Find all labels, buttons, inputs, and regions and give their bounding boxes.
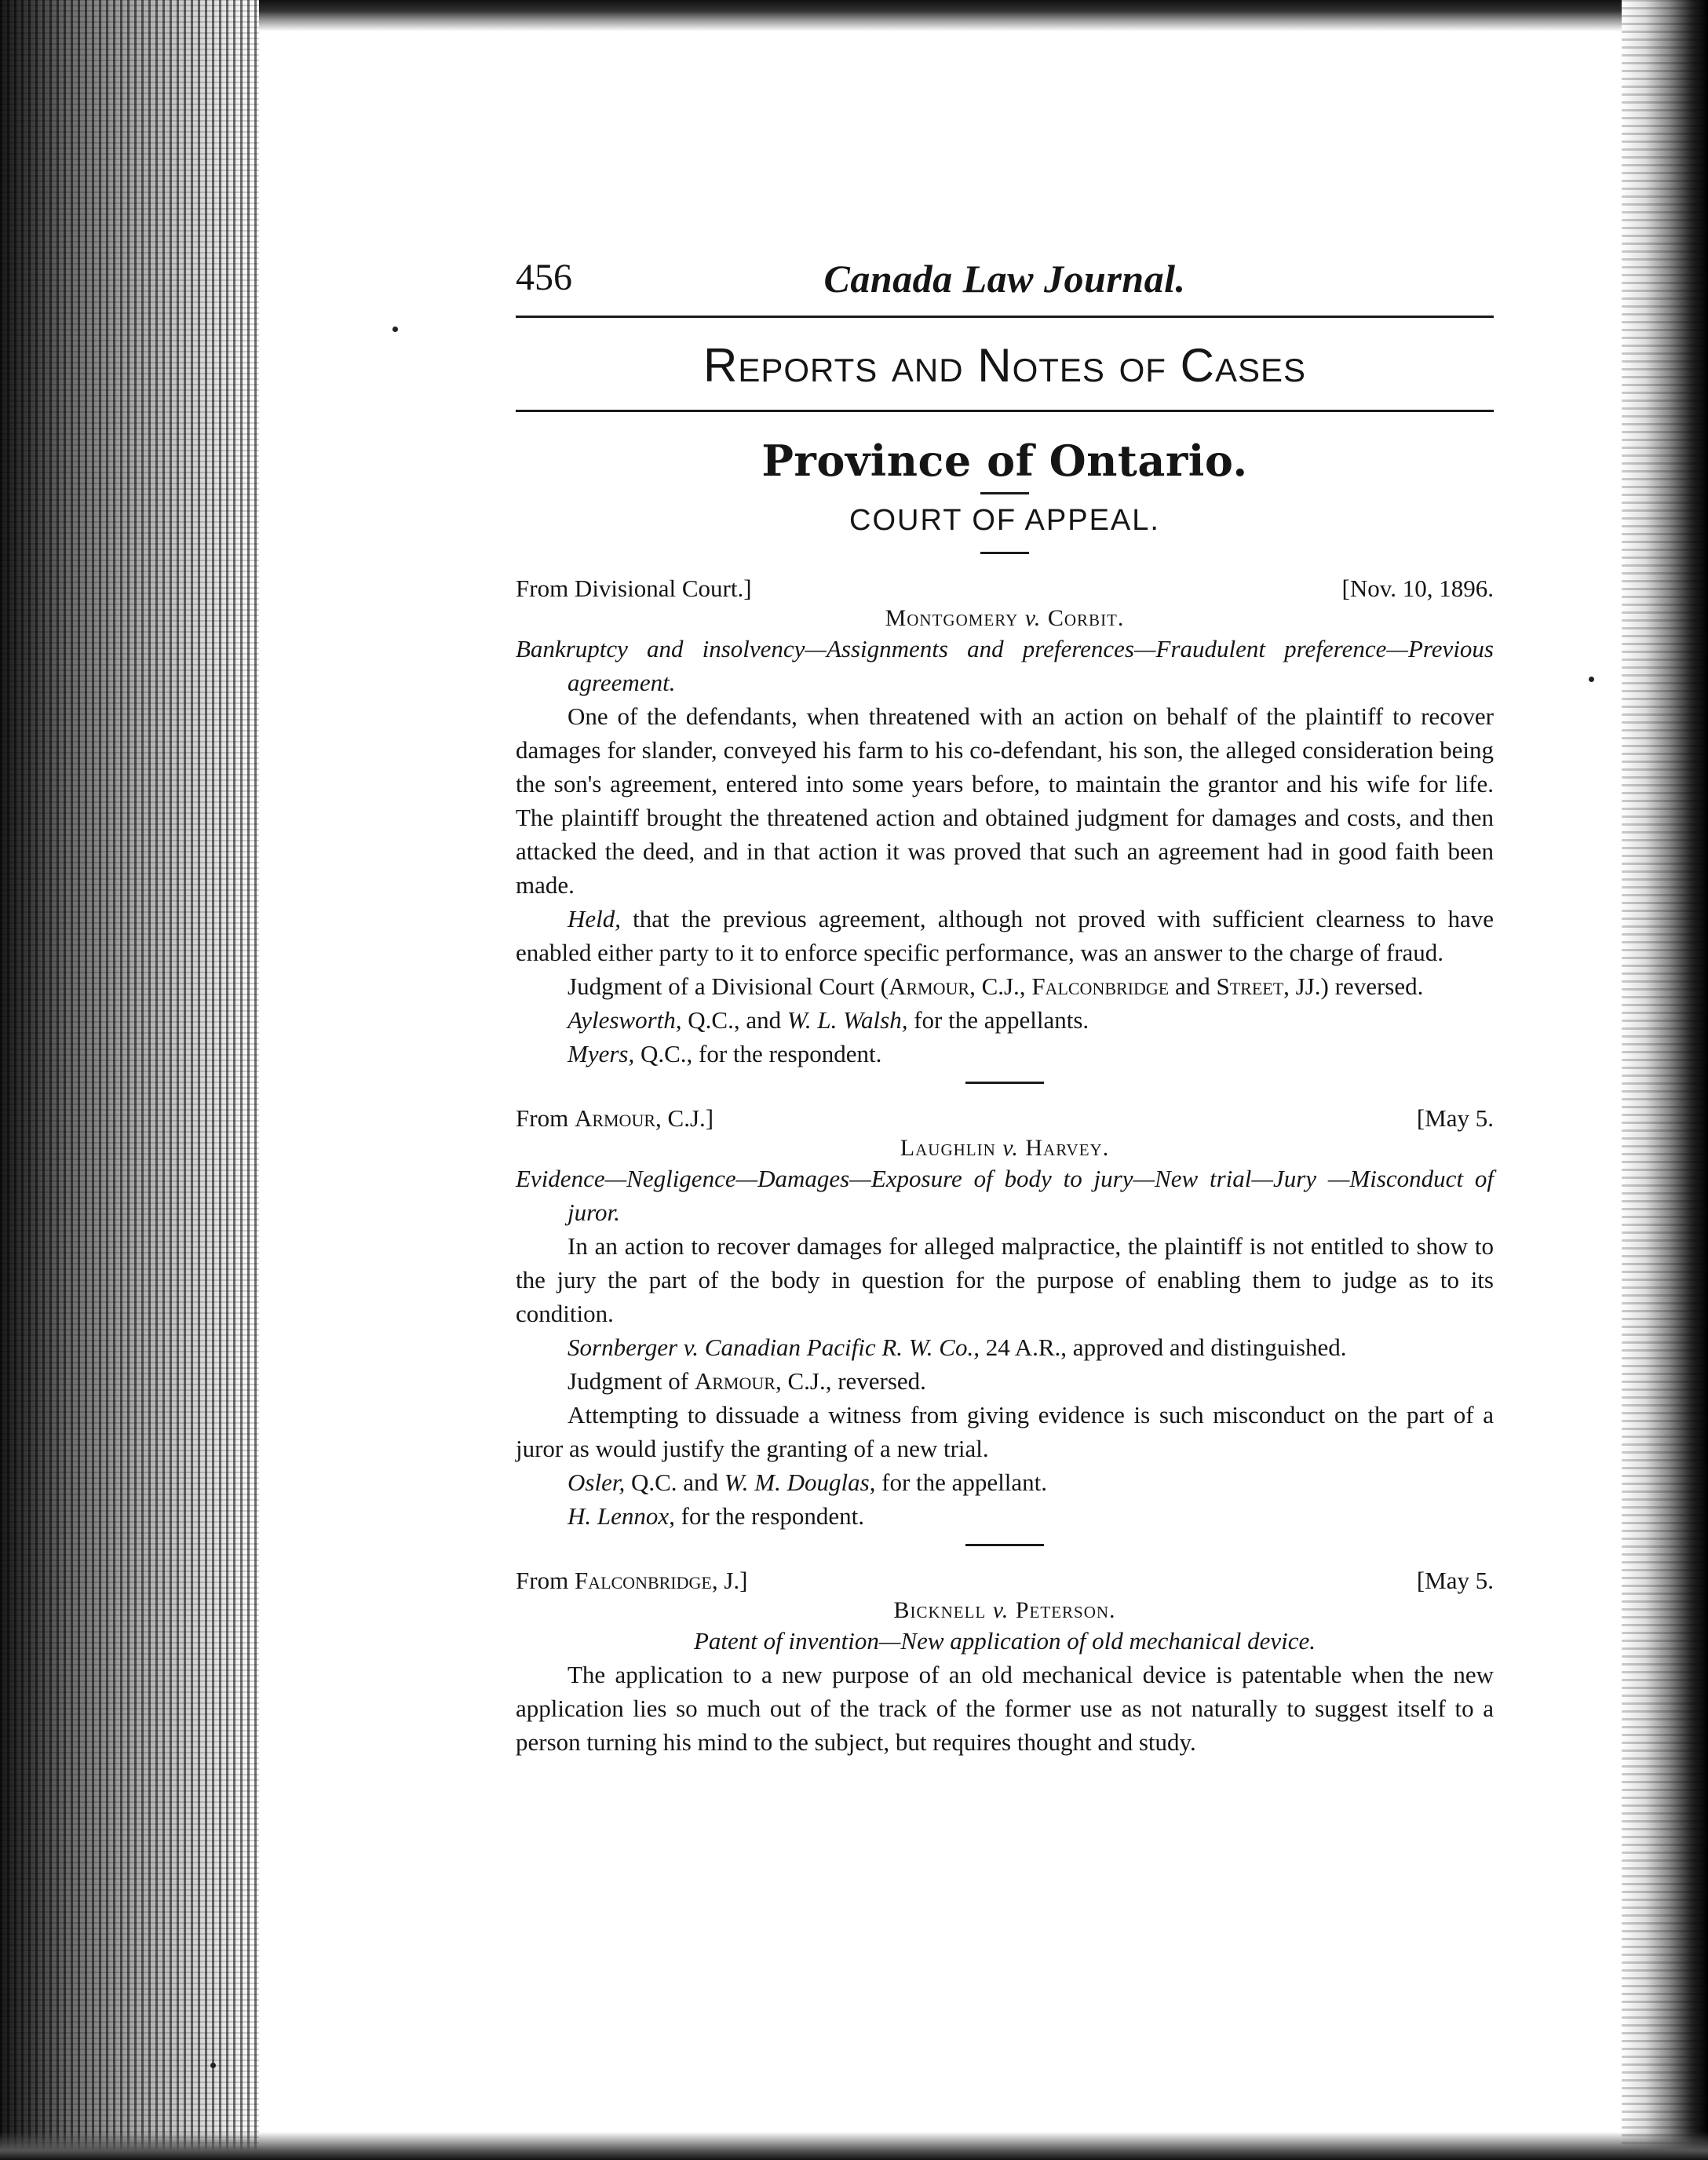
- case-bicknell-v-peterson: [516, 1563, 1494, 1759]
- scan-right-edge: [1622, 0, 1708, 2160]
- scan-top-edge: [259, 0, 1708, 31]
- judgment-text: , C.J.,: [969, 972, 1032, 1000]
- case-misconduct: Attempting to dissuade a witness from giving evidence is such misconduct on the part of a juror as would justify the granting of a new trial.: [516, 1401, 1494, 1462]
- case-date: [Nov. 10, 1896.: [1341, 575, 1494, 602]
- judge-name: Falconbridge: [1031, 972, 1170, 1000]
- case-title: [516, 1597, 1494, 1624]
- party-b: Corbit.: [1047, 605, 1125, 631]
- case-from: [516, 1563, 747, 1597]
- scan-speck: [1589, 677, 1594, 682]
- party-b: Harvey.: [1025, 1135, 1110, 1161]
- scan-speck: [210, 2063, 216, 2068]
- case-header: [516, 1563, 1494, 1597]
- counsel-name: H. Lennox,: [568, 1502, 675, 1530]
- party-a: Laughlin: [900, 1135, 996, 1161]
- case-facts: The application to a new purpose of an old mechanical device is patentable when the new application lies so much out of the track of the former use as not naturally to suggest itself to a person turning his mind to the subject, but requires thought and study.: [516, 1661, 1494, 1756]
- case-divider: [965, 1082, 1044, 1084]
- counsel-respondent: [516, 1037, 1494, 1071]
- counsel-respondent: [516, 1499, 1494, 1533]
- case-header: [516, 571, 1494, 605]
- court-heading: COURT OF APPEAL.: [849, 504, 1160, 537]
- case-from: [516, 1101, 713, 1135]
- party-b: Peterson.: [1015, 1597, 1116, 1623]
- scan-speck: [392, 327, 398, 332]
- counsel-name: Osler,: [568, 1469, 626, 1496]
- case-montgomery-v-corbit: [516, 571, 1494, 1084]
- versus: v.: [992, 1597, 1009, 1623]
- counsel-appellant: [516, 1465, 1494, 1499]
- case-from: From Divisional Court.]: [516, 575, 752, 602]
- counsel-name: Aylesworth,: [568, 1006, 682, 1034]
- counsel-text: Q.C., for the respondent.: [634, 1040, 882, 1067]
- case-facts: One of the defendants, when threatened with an action on behalf of the plaintiff to recover damages for slander, conveyed his farm to his co-defendant, his son, the alleged consideration being the son's agreement, entered into some years before, to maintain the grantor and his wife for life. The plaintiff brought the threatened action and obtained judgment for damages and costs, and then attacked the deed, and in that action it was proved that such an agreement had in good faith been made.: [516, 702, 1494, 899]
- case-judgment: [516, 1364, 1494, 1398]
- province-heading: Province of Ontario.: [761, 436, 1248, 486]
- scan-binding-shadow: [0, 0, 259, 2160]
- versus: v.: [1002, 1135, 1019, 1161]
- judge-name: Falconbridge: [574, 1567, 712, 1594]
- party-a: Bicknell: [893, 1597, 987, 1623]
- judgment-text: Judgment of a Divisional Court (: [568, 972, 889, 1000]
- case-divider: [965, 1544, 1044, 1546]
- from-text: , J.]: [711, 1567, 748, 1594]
- judge-name: Armour: [694, 1367, 776, 1395]
- case-header: [516, 1101, 1494, 1135]
- counsel-appellant: [516, 1003, 1494, 1037]
- counsel-text: for the appellants.: [907, 1006, 1089, 1034]
- counsel-name: W. L. Walsh,: [786, 1006, 908, 1034]
- case-date: [May 5.: [1416, 1104, 1494, 1132]
- counsel-text: for the respondent.: [674, 1502, 864, 1530]
- counsel-text: Q.C. and: [625, 1469, 724, 1496]
- cited-case: Sornberger v. Canadian Pacific R. W. Co.,: [568, 1334, 980, 1361]
- held-word: Held,: [568, 905, 622, 932]
- from-text: From: [516, 1104, 575, 1132]
- judgment-text: , C.J., reversed.: [775, 1367, 926, 1395]
- case-headnote: Bankruptcy and insolvency—Assignments and preferences—Fraudulent preference—Previous agreement.: [516, 635, 1494, 696]
- case-judgment: [516, 969, 1494, 1003]
- counsel-name: W. M. Douglas,: [724, 1469, 876, 1496]
- case-date: [May 5.: [1416, 1567, 1494, 1594]
- scan-bottom-edge: [0, 2132, 1708, 2160]
- judge-name: Armour: [888, 972, 970, 1000]
- citation-text: 24 A.R., approved and distinguished.: [979, 1334, 1347, 1361]
- versus: v.: [1024, 605, 1042, 631]
- judgment-text: Judgment of: [568, 1367, 695, 1395]
- from-text: , C.J.]: [655, 1104, 714, 1132]
- case-headnote: Patent of invention—New application of old mechanical device.: [693, 1627, 1316, 1655]
- counsel-text: for the appellant.: [875, 1469, 1048, 1496]
- case-citation: [516, 1330, 1494, 1364]
- section-rule: [516, 410, 1494, 412]
- case-holding: [516, 902, 1494, 969]
- document-page: [516, 251, 1494, 1759]
- held-text: that the previous agreement, although not proved with sufficient clearness to have enabled either party to it to enforce specific performance, was an answer to the charge of fraud.: [516, 905, 1494, 966]
- section-title: Reports and Notes of Cases: [703, 339, 1306, 392]
- case-laughlin-v-harvey: [516, 1101, 1494, 1546]
- journal-title: Canada Law Journal.: [823, 257, 1186, 301]
- from-text: From: [516, 1567, 575, 1594]
- divider: [980, 492, 1029, 494]
- divider: [980, 552, 1029, 554]
- case-headnote: Evidence—Negligence—Damages—Exposure of body to jury—New trial—Jury —Misconduct of juror.: [516, 1165, 1494, 1226]
- case-title: [516, 605, 1494, 632]
- counsel-text: Q.C., and: [681, 1006, 787, 1034]
- judgment-text: and: [1169, 972, 1217, 1000]
- running-head: [516, 251, 1494, 318]
- case-title: [516, 1135, 1494, 1162]
- judge-name: Armour: [574, 1104, 656, 1132]
- page-number: 456: [516, 257, 572, 298]
- case-facts: In an action to recover damages for alleged malpractice, the plaintiff is not entitled to show to the jury the part of the body in question for the purpose of enabling them to judge as to its condition.: [516, 1232, 1494, 1327]
- party-a: Montgomery: [885, 605, 1019, 631]
- judgment-text: , JJ.) reversed.: [1283, 972, 1424, 1000]
- judge-name: Street: [1216, 972, 1284, 1000]
- counsel-name: Myers,: [568, 1040, 635, 1067]
